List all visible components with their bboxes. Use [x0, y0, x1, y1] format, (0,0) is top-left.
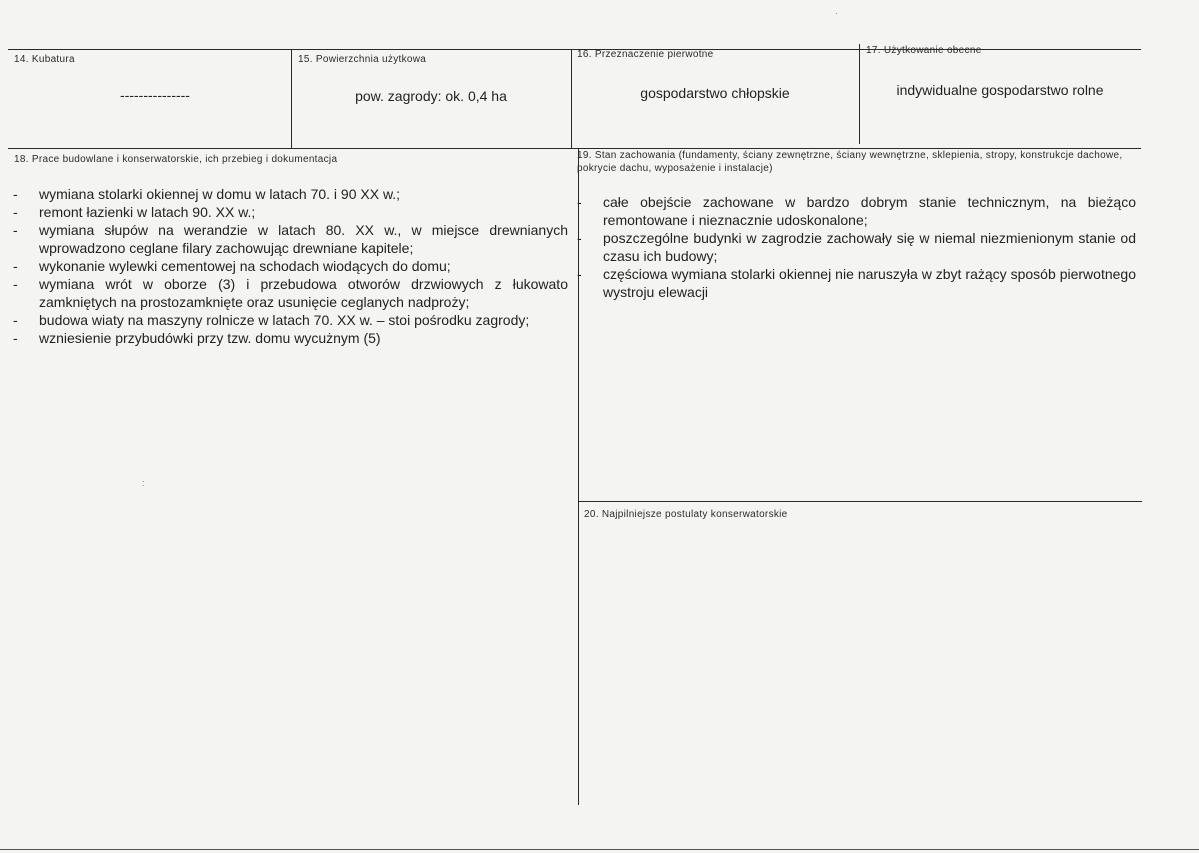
divider-16-17	[859, 44, 860, 144]
scan-speck: ·	[835, 8, 838, 18]
scan-speck: :	[142, 478, 145, 488]
field-19-list	[577, 193, 1136, 301]
field-17-value: indywidualne gospodarstwo rolne	[896, 82, 1104, 98]
list-item: - wymiana wrót w oborze (3) i przebudowa otworów drzwiowych z łukowato zamkniętych na prostozamknięte oraz usunięcie ceglanych nadproży;	[13, 276, 568, 310]
field-14-label: 14. Kubatura	[14, 54, 75, 65]
list-item: - wzniesienie przybudówki przy tzw. domu wycużnym (5)	[13, 330, 381, 346]
list-item: - wykonanie wylewki cementowej na schodach wiodących do domu;	[13, 258, 451, 274]
list-item: - remont łazienki w latach 90. XX w.;	[13, 204, 256, 220]
divider-15-16	[571, 49, 572, 149]
field-15-label: 15. Powierzchnia użytkowa	[298, 54, 427, 65]
list-item: - częściowa wymiana stolarki okiennej nie naruszyła w zbyt rażący sposób pierwotnego wystroju elewacji	[577, 266, 1136, 300]
list-item: - budowa wiaty na maszyny rolnicze w latach 70. XX w. – stoi pośrodku zagrody;	[13, 312, 530, 328]
field-19-20-divider	[578, 501, 1142, 502]
list-item: - wymiana słupów na werandzie w latach 80. XX w., w miejsce drewnianych wprowadzono ceglane filary zachowując drewniane kapitele;	[13, 222, 568, 256]
field-16-label: 16. Przeznaczenie pierwotne	[577, 49, 714, 60]
divider-14-15	[291, 49, 292, 149]
field-16-value: gospodarstwo chłopskie	[640, 85, 790, 101]
field-18-label: 18. Prace budowlane i konserwatorskie, ich przebieg i dokumentacja	[14, 154, 338, 165]
list-item: - poszczególne budynki w zagrodzie zachowały się w niemal niezmienionym stanie od czasu ich budowy;	[577, 230, 1136, 264]
field-20-label: 20. Najpilniejsze postulaty konserwatorskie	[584, 509, 788, 520]
field-15-value: pow. zagrody: ok. 0,4 ha	[355, 88, 507, 104]
field-17-label: 17. Użytkowanie obecne	[866, 45, 982, 56]
list-item: - wymiana stolarki okiennej w domu w latach 70. i 90 XX w.;	[13, 186, 401, 202]
list-item: - całe obejście zachowane w bardzo dobrym stanie technicznym, na bieżąco remontowane i nieznacznie udoskonalone;	[577, 194, 1136, 228]
bottom-scan-edge	[0, 849, 1199, 850]
field-14-value: ---------------	[120, 87, 190, 103]
field-18-list	[13, 185, 568, 347]
field-19-label: 19. Stan zachowania (fundamenty, ściany zewnętrzne, ściany wewnętrzne, sklepienia, stropy, konstrukcje dachowe, pokrycie dachu, wyposażenie i instalacje)	[577, 150, 1123, 174]
